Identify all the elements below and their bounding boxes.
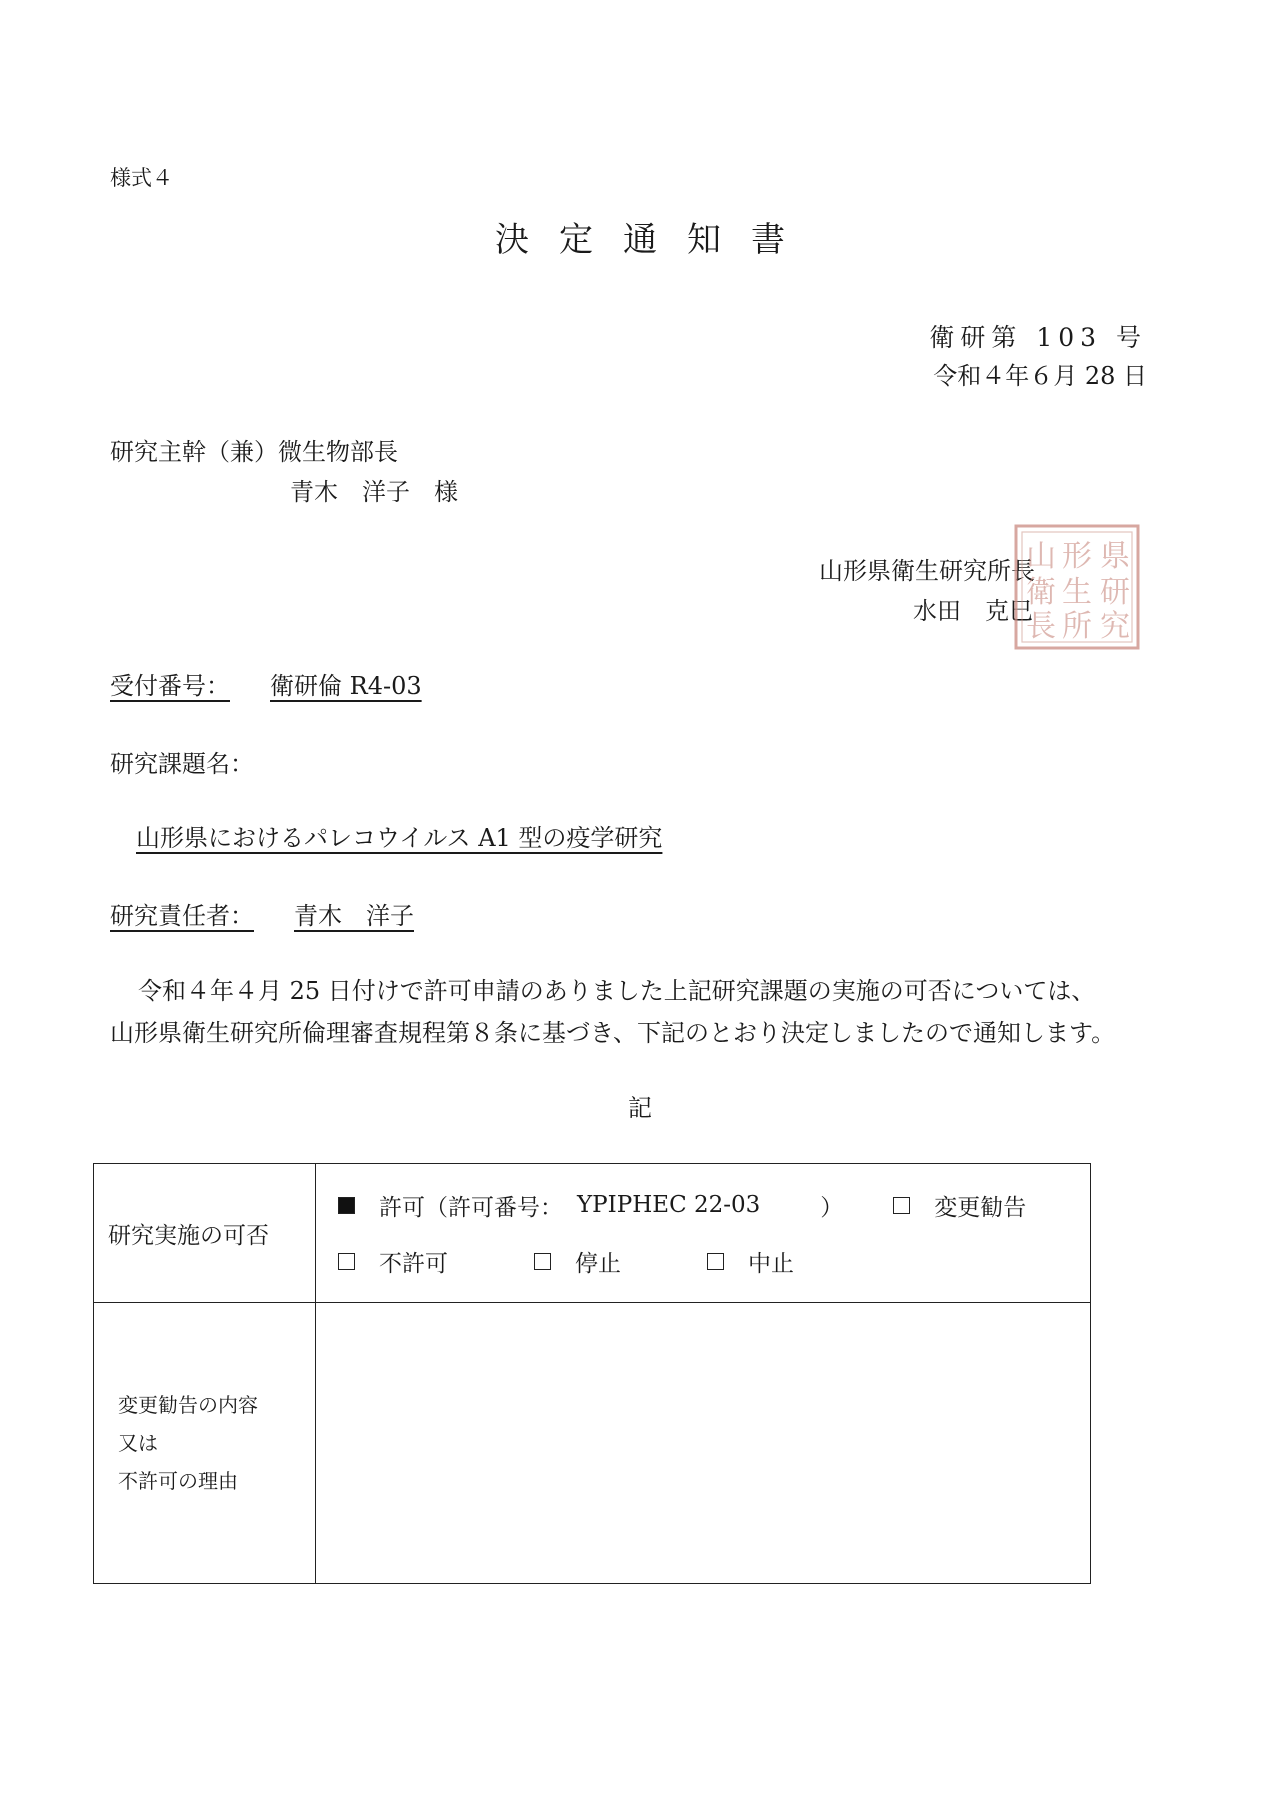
- decision-table: [93, 1163, 1091, 1584]
- issue-date: 令和４年６月 28 日: [933, 362, 1147, 390]
- change-checkbox-icon[interactable]: [893, 1197, 910, 1214]
- svg-text:衛: 衛: [1026, 575, 1056, 610]
- sender-name: 水田 克巳: [913, 597, 1033, 625]
- option-deny[interactable]: [338, 1245, 448, 1278]
- permit-label: 許可（許可番号：: [379, 1194, 563, 1221]
- notice-body-line: 山形県衛生研究所倫理審査規程第８条に基づき、下記のとおり決定しましたので通知します。: [110, 1019, 1116, 1047]
- svg-text:生: 生: [1062, 575, 1092, 610]
- receipt-number-label: 受付番号：: [110, 672, 230, 700]
- receipt-number-field: [110, 666, 440, 701]
- deny-label: 不許可: [379, 1250, 448, 1277]
- notice-body: [110, 970, 1190, 1054]
- recipient-name: 青木 洋子 様: [290, 478, 458, 506]
- ki-heading: 記: [628, 1094, 652, 1122]
- svg-text:県: 県: [1100, 539, 1130, 574]
- reason-content-cell[interactable]: [316, 1303, 1091, 1584]
- option-change-recommendation[interactable]: [893, 1189, 1026, 1222]
- stop-label: 停止: [575, 1250, 621, 1277]
- option-stop[interactable]: [534, 1245, 621, 1278]
- reason-label-line: 又は: [118, 1431, 158, 1455]
- change-label: 変更勧告: [934, 1194, 1027, 1221]
- svg-text:究: 究: [1100, 609, 1130, 644]
- cancel-checkbox-icon[interactable]: [707, 1253, 724, 1270]
- notice-body-line: 令和４年４月 25 日付けで許可申請のありました上記研究課題の実施の可否については、: [138, 977, 1096, 1005]
- reference-number: 衛研第 103 号: [929, 323, 1147, 352]
- cancel-label: 中止: [748, 1250, 794, 1277]
- permit-checkbox-checked-icon[interactable]: [338, 1197, 355, 1214]
- option-permit[interactable]: [338, 1189, 843, 1222]
- svg-text:山: 山: [1026, 539, 1056, 574]
- stop-checkbox-icon[interactable]: [534, 1253, 551, 1270]
- reason-row-label: [94, 1303, 316, 1584]
- svg-text:研: 研: [1100, 575, 1130, 610]
- research-title-value: 山形県におけるパレコウイルス A1 型の疫学研究: [136, 824, 663, 852]
- responsible-person-value: 青木 洋子: [294, 902, 414, 930]
- svg-text:長: 長: [1026, 609, 1056, 644]
- official-seal-stamp: [1012, 522, 1142, 652]
- reason-label-line: 不許可の理由: [118, 1469, 238, 1493]
- permit-close-paren: ）: [820, 1194, 844, 1221]
- recipient-title: 研究主幹（兼）微生物部長: [110, 438, 398, 466]
- sender-organization: 山形県衛生研究所長: [819, 557, 1035, 585]
- option-cancel[interactable]: [707, 1245, 794, 1278]
- reason-row: [94, 1303, 1091, 1584]
- receipt-number-value: 衛研倫 R4-03: [270, 672, 422, 700]
- svg-text:形: 形: [1062, 539, 1092, 574]
- svg-text:所: 所: [1062, 609, 1092, 644]
- decision-row: [94, 1164, 1091, 1303]
- deny-checkbox-icon[interactable]: [338, 1253, 355, 1270]
- responsible-person-field: [110, 896, 432, 931]
- permit-number: YPIPHEC 22-03: [577, 1192, 761, 1218]
- reason-label-line: 変更勧告の内容: [118, 1393, 258, 1417]
- responsible-person-label: 研究責任者：: [110, 902, 254, 930]
- decision-row-label: 研究実施の可否: [94, 1164, 316, 1303]
- form-number: 様式４: [110, 166, 173, 190]
- decision-options: [316, 1164, 1091, 1303]
- document-title: 決定通知書: [495, 220, 815, 260]
- research-title-label: 研究課題名：: [110, 750, 254, 778]
